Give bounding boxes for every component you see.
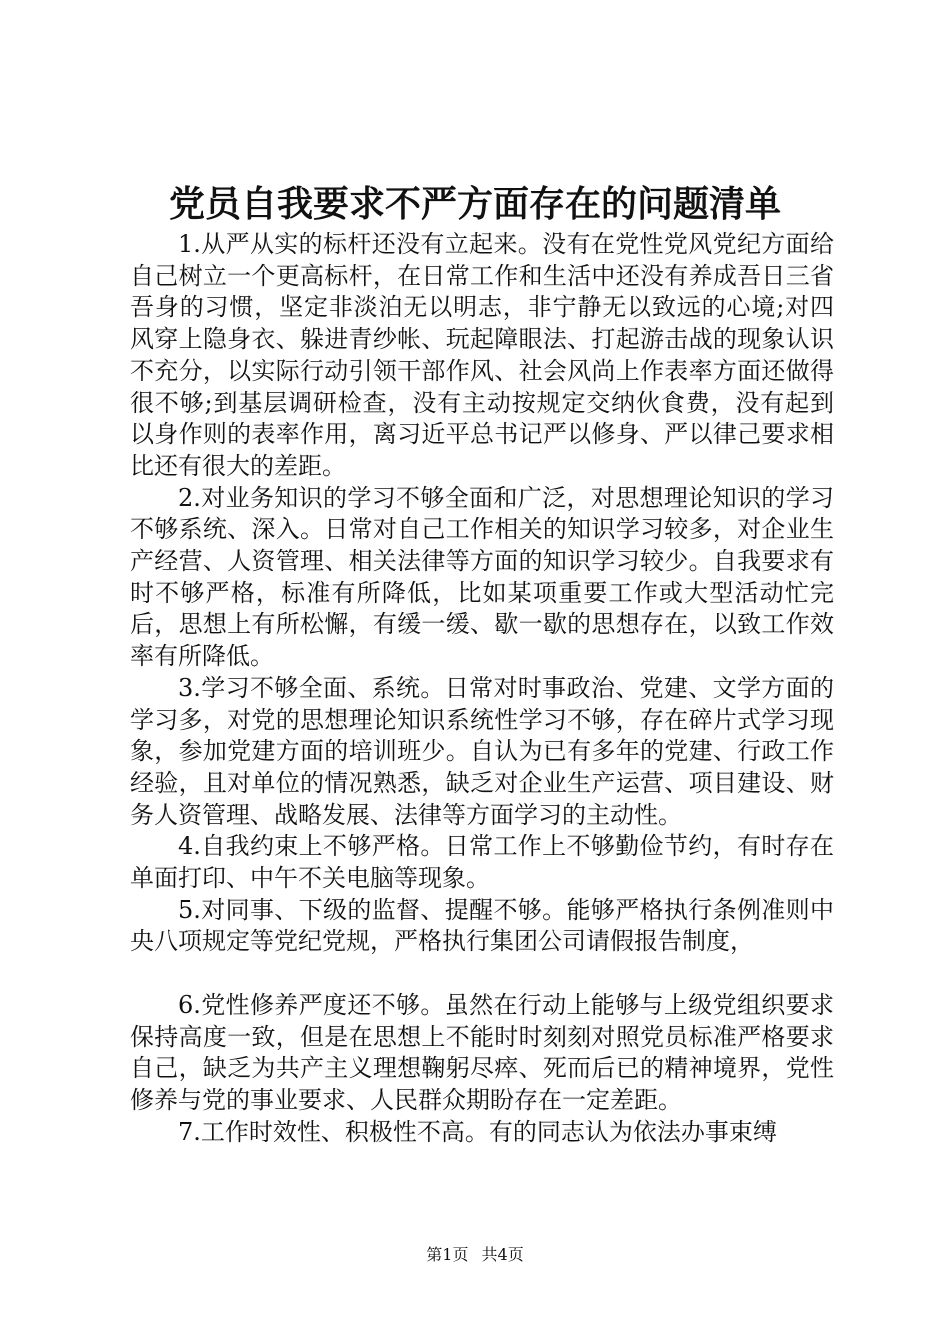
- blank-line: [130, 958, 834, 990]
- paragraph-5: 5.对同事、下级的监督、提醒不够。能够严格执行条例准则中央八项规定等党纪党规，严格执行集团公司请假报告制度，: [130, 895, 834, 956]
- page-number-current: 第1页: [426, 1245, 469, 1264]
- document-title: 党员自我要求不严方面存在的问题清单: [168, 184, 781, 225]
- paragraph-4: 4.自我约束上不够严格。日常工作上不够勤俭节约，有时存在单面打印、中午不关电脑等现象。: [130, 832, 834, 893]
- page-footer: [0, 1245, 950, 1265]
- paragraph-7: 7.工作时效性、积极性不高。有的同志认为依法办事束缚: [178, 1117, 777, 1146]
- paragraph-2: 2.对业务知识的学习不够全面和广泛，对思想理论知识的学习不够系统、深入。日常对自己工作相关的知识学习较多，对企业生产经营、人资管理、相关法律等方面的知识学习较少。自我要求有时不够严格，标准有所降低，比如某项重要工作或大型活动忙完后，思想上有所松懈，有缓一缓、歇一歇的思想存在，以致工作效率有所降低。: [130, 483, 834, 671]
- paragraph-6: 6.党性修养严度还不够。虽然在行动上能够与上级党组织要求保持高度一致，但是在思想上不能时时刻刻对照党员标准严格要求自己，缺乏为共产主义理想鞠躬尽瘁、死而后已的精神境界，党性修养与党的事业要求、人民群众期盼存在一定差距。: [130, 990, 834, 1114]
- page-number-total: 共4页: [481, 1245, 524, 1264]
- paragraph-3: 3.学习不够全面、系统。日常对时事政治、党建、文学方面的学习多，对党的思想理论知识系统性学习不够，存在碎片式学习现象，参加党建方面的培训班少。自认为已有多年的党建、行政工作经验，且对单位的情况熟悉，缺乏对企业生产运营、项目建设、财务人资管理、战略发展、法律等方面学习的主动性。: [130, 673, 834, 829]
- document-body: [130, 229, 834, 1148]
- paragraph-1: 1.从严从实的标杆还没有立起来。没有在党性党风党纪方面给自己树立一个更高标杆，在日常工作和生活中还没有养成吾日三省吾身的习惯，坚定非淡泊无以明志，非宁静无以致远的心境;对四风穿上隐身衣、躲进青纱帐、玩起障眼法、打起游击战的现象认识不充分，以实际行动引领干部作风、社会风尚上作表率方面还做得很不够;到基层调研检查，没有主动按规定交纳伙食费，没有起到以身作则的表率作用，离习近平总书记严以修身、严以律己要求相比还有很大的差距。: [130, 230, 834, 480]
